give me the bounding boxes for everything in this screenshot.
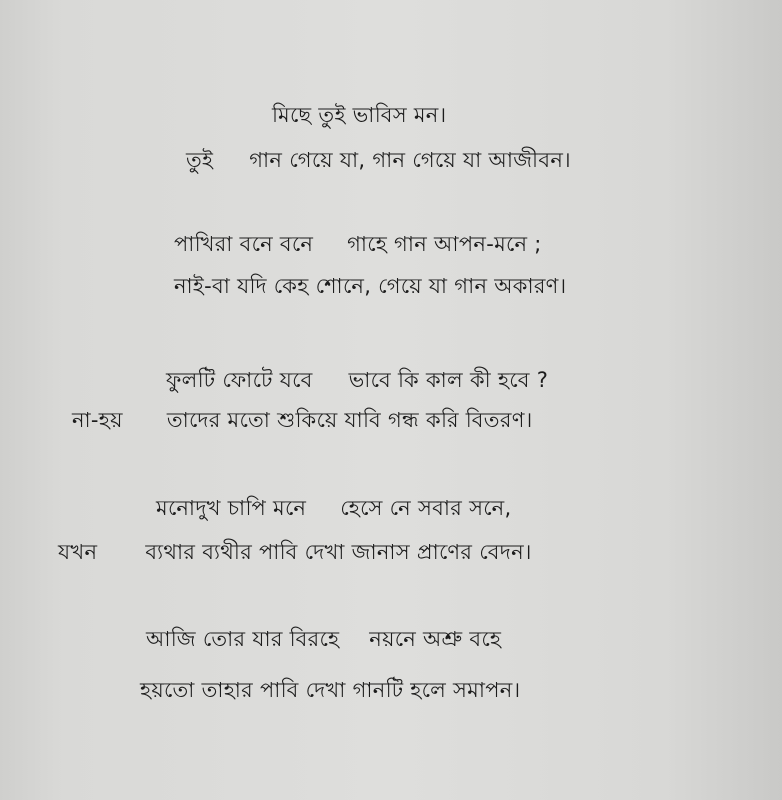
line-text: নাই-বা যদি কেহ শোনে, গেয়ে যা গান অকারণ। xyxy=(174,274,567,298)
line-text: মিছে তুই ভাবিস মন। xyxy=(272,103,447,127)
poem-line xyxy=(156,494,512,522)
line-text: ফুলটি ফোটে যবে xyxy=(166,368,313,392)
poem-line xyxy=(146,625,501,653)
poem-line xyxy=(186,146,571,174)
line-text: মনোদুখ চাপি মনে xyxy=(156,496,307,520)
line-text: তাদের মতো শুকিয়ে যাবি গন্ধ করি বিতরণ। xyxy=(166,408,533,432)
line-text-continued: ভাবে কি কাল কী হবে ? xyxy=(348,368,549,392)
poem-line xyxy=(174,272,567,300)
line-text: পাখিরা বনে বনে xyxy=(174,232,314,256)
line-text-continued: গাহে গান আপন-মনে ; xyxy=(347,232,542,256)
poem-line xyxy=(166,366,548,394)
line-lead: না-হয় xyxy=(72,408,123,432)
poem-line xyxy=(72,406,533,434)
line-text: ব্যথার ব্যথীর পাবি দেখা জানাস প্রাণের বেদন। xyxy=(145,540,532,564)
poem-line xyxy=(272,101,446,129)
line-text: তুই xyxy=(186,148,214,172)
line-lead: যখন xyxy=(58,540,98,564)
poem-line xyxy=(140,676,520,704)
line-text-continued: হেসে নে সবার সনে, xyxy=(340,496,512,520)
line-text: হয়তো তাহার পাবি দেখা গানটি হলে সমাপন। xyxy=(140,678,521,702)
poem-line xyxy=(58,538,532,566)
line-text-continued: নয়নে অশ্রু বহে xyxy=(369,627,502,651)
line-text-continued: গান গেয়ে যা, গান গেয়ে যা আজীবন। xyxy=(249,148,571,172)
poem-line xyxy=(174,230,542,258)
line-text: আজি তোর যার বিরহে xyxy=(146,627,340,651)
